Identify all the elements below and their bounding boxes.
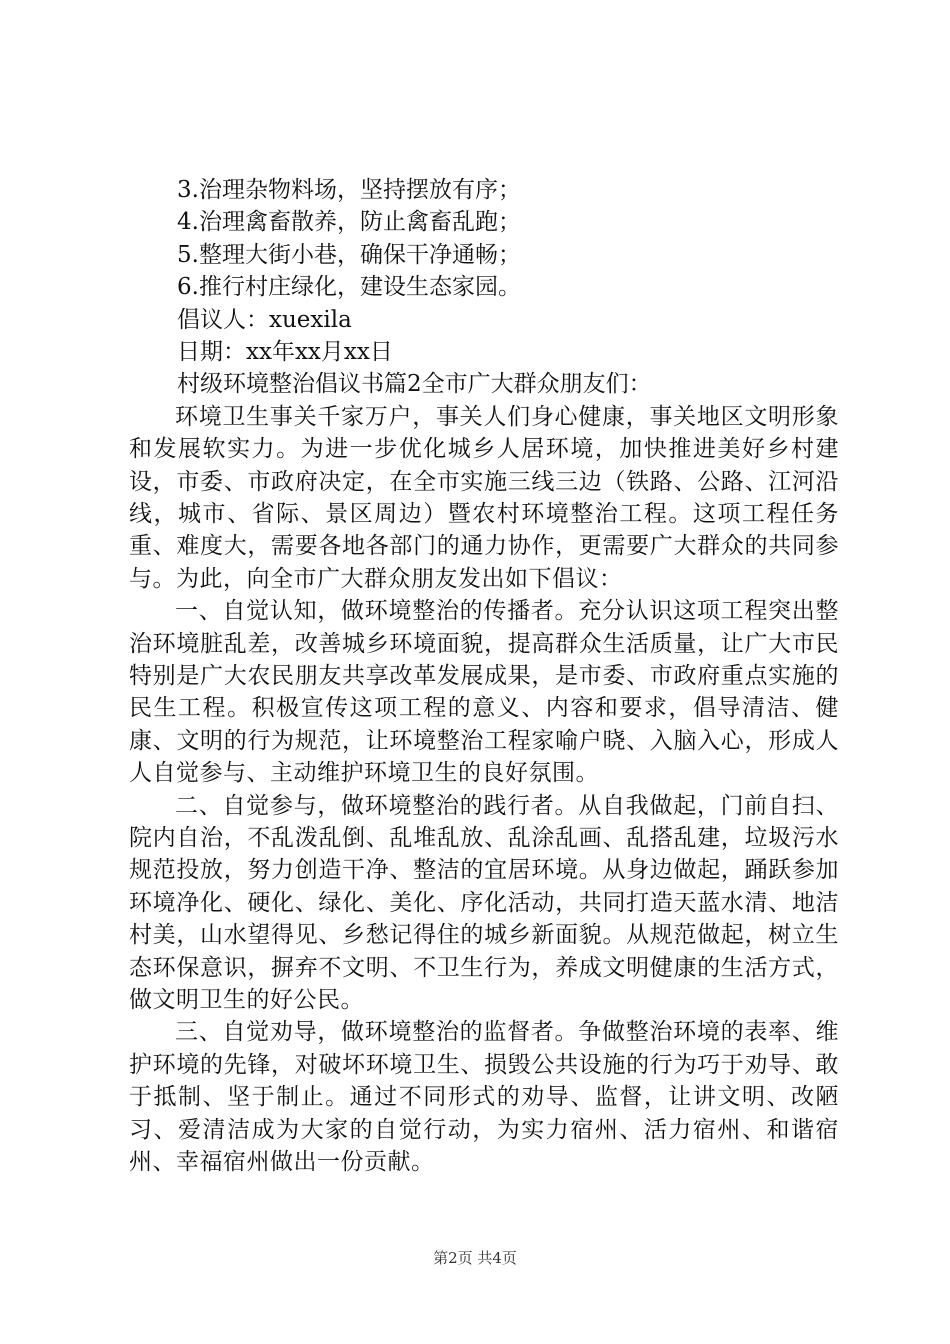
document-body — [129, 174, 839, 1178]
list-item: 4.治理禽畜散养，防止禽畜乱跑； — [177, 209, 521, 236]
paragraph: 三、自觉劝导，做环境整治的监督者。争做整治环境的表率、维护环境的先锋，对破坏环境卫生、损毁公共设施的行为巧于劝导、敢于抵制、坚于制止。通过不同形式的劝导、监督，让讲文明、改陋习、爱清洁成为大家的自觉行动，为实力宿州、活力宿州、和谐宿州、幸福宿州做出一份贡献。 — [129, 1019, 839, 1176]
date-line: 日期：xx年xx月xx日 — [177, 338, 393, 365]
paragraph: 环境卫生事关千家万户，事关人们身心健康，事关地区文明形象和发展软实力。为进一步优化城乡人居环境，加快推进美好乡村建设，市委、市政府决定，在全市实施三线三边（铁路、公路、江河沿线，城市、省际、景区周边）暨农村环境整治工程。这项工程任务重、难度大，需要各地各部门的通力协作，更需要广大群众的共同参与。为此，向全市广大群众朋友发出如下倡议： — [129, 403, 839, 592]
page-footer: 第2页 共4页 — [433, 1249, 517, 1267]
list-item: 6.推行村庄绿化，建设生态家园。 — [177, 274, 521, 301]
list-item: 3.治理杂物料场，坚持摆放有序； — [177, 177, 521, 203]
paragraph: 一、自觉认知，做环境整治的传播者。充分认识这项工程突出整治环境脏乱差，改善城乡环境面貌，提高群众生活质量，让广大市民特别是广大农民朋友共享改革发展成果，是市委、市政府重点实施的民生工程。积极宣传这项工程的意义、内容和要求，倡导清洁、健康、文明的行为规范，让环境整治工程家喻户晓、入脑入心，形成人人自觉参与、主动维护环境卫生的良好氛围。 — [129, 598, 839, 787]
paragraph: 二、自觉参与，做环境整治的践行者。从自我做起，门前自扫、院内自治，不乱泼乱倒、乱堆乱放、乱涂乱画、乱搭乱建，垃圾污水规范投放，努力创造干净、整洁的宜居环境。从身边做起，踊跃参加环境净化、硬化、绿化、美化、序化活动，共同打造天蓝水清、地洁村美，山水望得见、乡愁记得住的城乡新面貌。从规范做起，树立生态环保意识，摒弃不文明、不卫生行为，养成文明健康的生活方式，做文明卫生的好公民。 — [129, 792, 839, 1014]
signer-line: 倡议人：xuexila — [177, 306, 352, 333]
section-heading: 村级环境整治倡议书篇2全市广大群众朋友们： — [177, 371, 652, 398]
list-item: 5.整理大街小巷，确保干净通畅； — [177, 241, 521, 268]
